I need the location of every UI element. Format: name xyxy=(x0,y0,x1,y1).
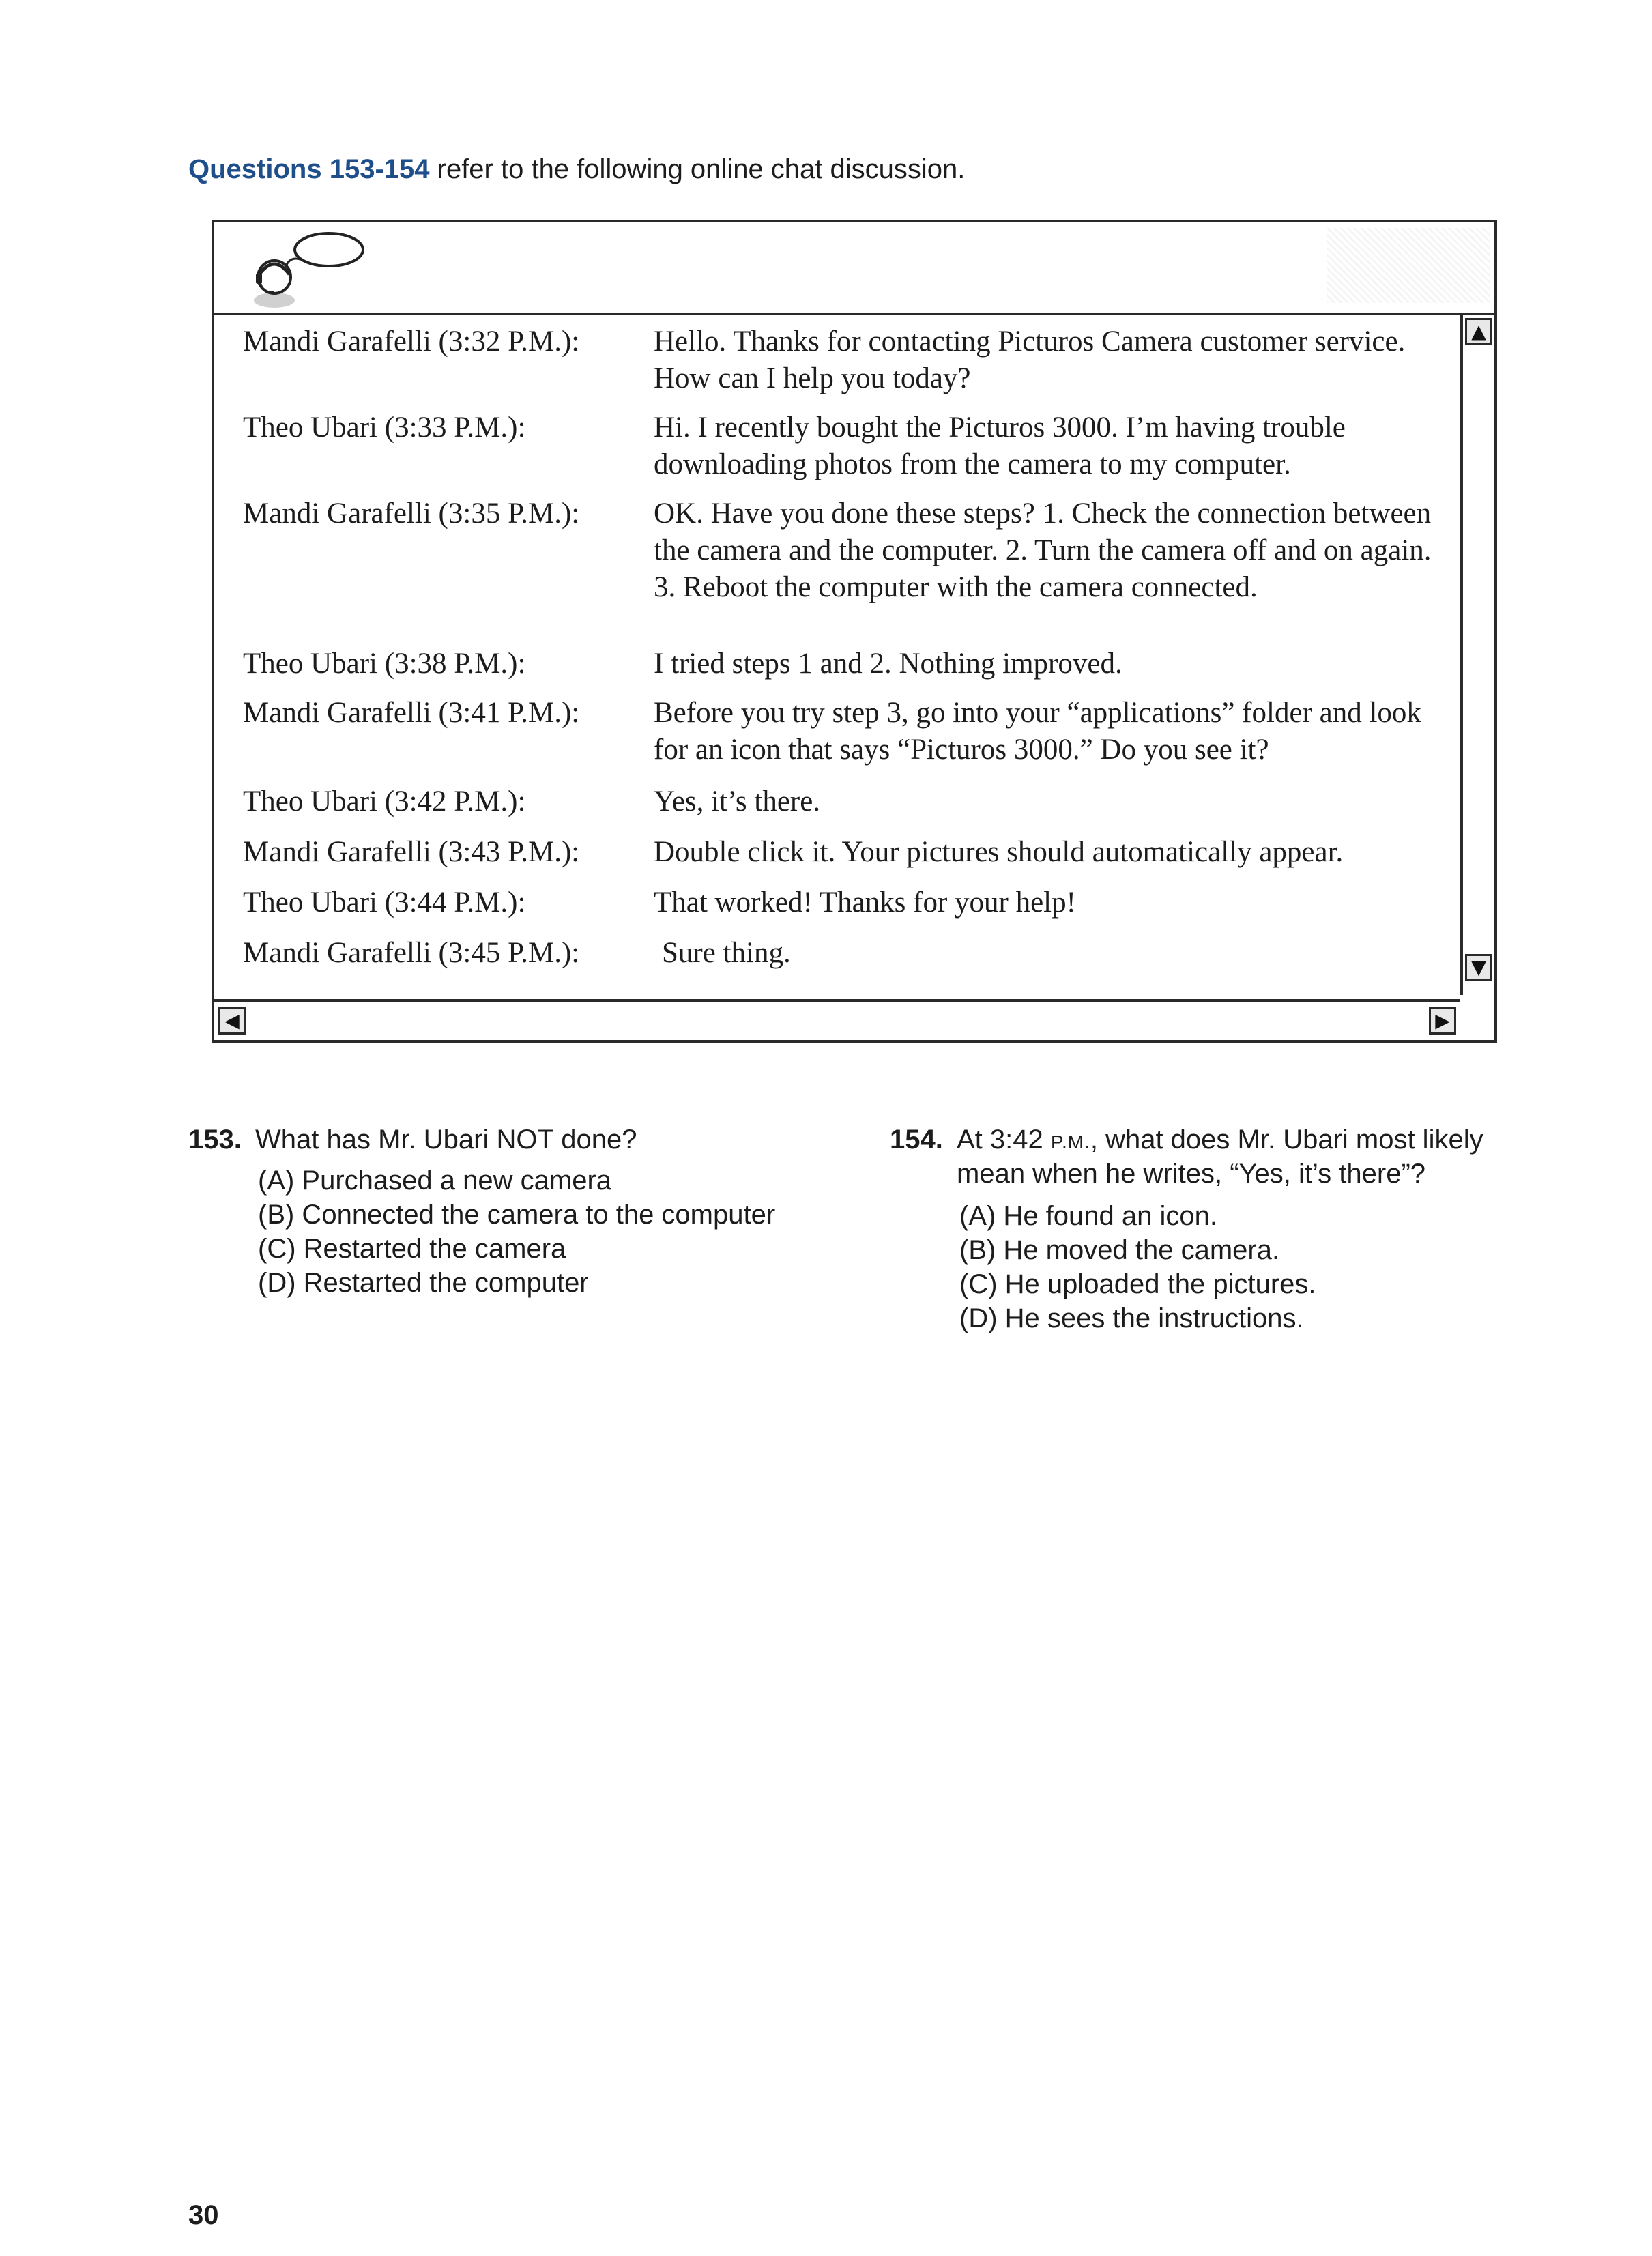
chat-window xyxy=(212,220,1497,1043)
section-heading xyxy=(188,151,965,187)
answer-option[interactable]: (C) Restarted the camera xyxy=(258,1234,566,1264)
horizontal-scrollbar[interactable] xyxy=(214,999,1460,1040)
heading-instruction: refer to the following online chat discussion. xyxy=(437,154,966,184)
answer-option[interactable]: (A) He found an icon. xyxy=(959,1201,1217,1231)
answer-option[interactable]: (C) He uploaded the pictures. xyxy=(959,1269,1316,1299)
questions-range-label: Questions 153-154 xyxy=(188,154,430,184)
question-number: 154. xyxy=(890,1125,943,1155)
message-sender: Theo Ubari (3:38 P.M.): xyxy=(243,648,526,680)
arrow-down-icon[interactable]: ▼ xyxy=(1465,954,1492,981)
arrow-left-icon[interactable]: ◀ xyxy=(218,1007,246,1035)
arrow-right-icon[interactable]: ▶ xyxy=(1429,1007,1456,1035)
message-sender: Theo Ubari (3:44 P.M.): xyxy=(243,886,526,919)
answer-option[interactable]: (B) Connected the camera to the computer xyxy=(258,1200,776,1230)
message-text: Hi. I recently bought the Picturos 3000. I’m having trouble downloading photos from the camera to my computer. xyxy=(654,411,1346,480)
message-text: That worked! Thanks for your help! xyxy=(654,886,1076,919)
message-text: I tried steps 1 and 2. Nothing improved. xyxy=(654,648,1122,680)
answer-option[interactable]: (D) Restarted the computer xyxy=(258,1268,589,1298)
message-text: Before you try step 3, go into your “applications” folder and look for an icon that says “Picturos 3000.” Do you see it? xyxy=(654,697,1421,766)
message-sender: Theo Ubari (3:42 P.M.): xyxy=(243,785,526,818)
message-text: Double click it. Your pictures should automatically appear. xyxy=(654,836,1344,868)
message-text: Sure thing. xyxy=(662,937,791,969)
answer-option[interactable]: (A) Purchased a new camera xyxy=(258,1166,612,1196)
message-text: Hello. Thanks for contacting Picturos Camera customer service. How can I help you today? xyxy=(654,326,1406,394)
question-text-part: , what does Mr. Ubari most likely xyxy=(1090,1125,1483,1155)
message-sender: Mandi Garafelli (3:35 P.M.): xyxy=(243,497,580,530)
question-text xyxy=(957,1122,1483,1160)
question-154 xyxy=(890,1122,1545,1340)
answer-option[interactable]: (D) He sees the instructions. xyxy=(959,1303,1304,1333)
arrow-up-icon[interactable]: ▲ xyxy=(1465,318,1492,345)
message-sender: Theo Ubari (3:33 P.M.): xyxy=(243,411,526,444)
message-text: OK. Have you done these steps? 1. Check the connection between the camera and the computer. 2. Turn the camera off and on again. 3. Reboot the computer with the camera connected. xyxy=(654,497,1432,603)
header-texture xyxy=(1327,228,1490,303)
answer-option[interactable]: (B) He moved the camera. xyxy=(959,1235,1280,1265)
question-text: What has Mr. Ubari NOT done? xyxy=(255,1125,637,1155)
question-text-part: At 3:42 xyxy=(957,1125,1043,1155)
message-sender: Mandi Garafelli (3:32 P.M.): xyxy=(243,326,580,358)
chat-log xyxy=(214,313,1460,1002)
question-text-line2: mean when he writes, “Yes, it’s there”? xyxy=(957,1159,1426,1189)
message-sender: Mandi Garafelli (3:41 P.M.): xyxy=(243,697,580,729)
page-number: 30 xyxy=(188,2200,219,2230)
message-sender: Mandi Garafelli (3:43 P.M.): xyxy=(243,836,580,868)
time-suffix: P.M. xyxy=(1050,1131,1090,1153)
headset-agent-icon xyxy=(247,229,370,308)
question-number: 153. xyxy=(188,1125,242,1155)
message-sender: Mandi Garafelli (3:45 P.M.): xyxy=(243,937,580,969)
vertical-scrollbar[interactable] xyxy=(1460,313,1494,995)
chat-header xyxy=(214,222,1494,315)
message-text: Yes, it’s there. xyxy=(654,785,821,818)
question-153 xyxy=(188,1122,843,1327)
